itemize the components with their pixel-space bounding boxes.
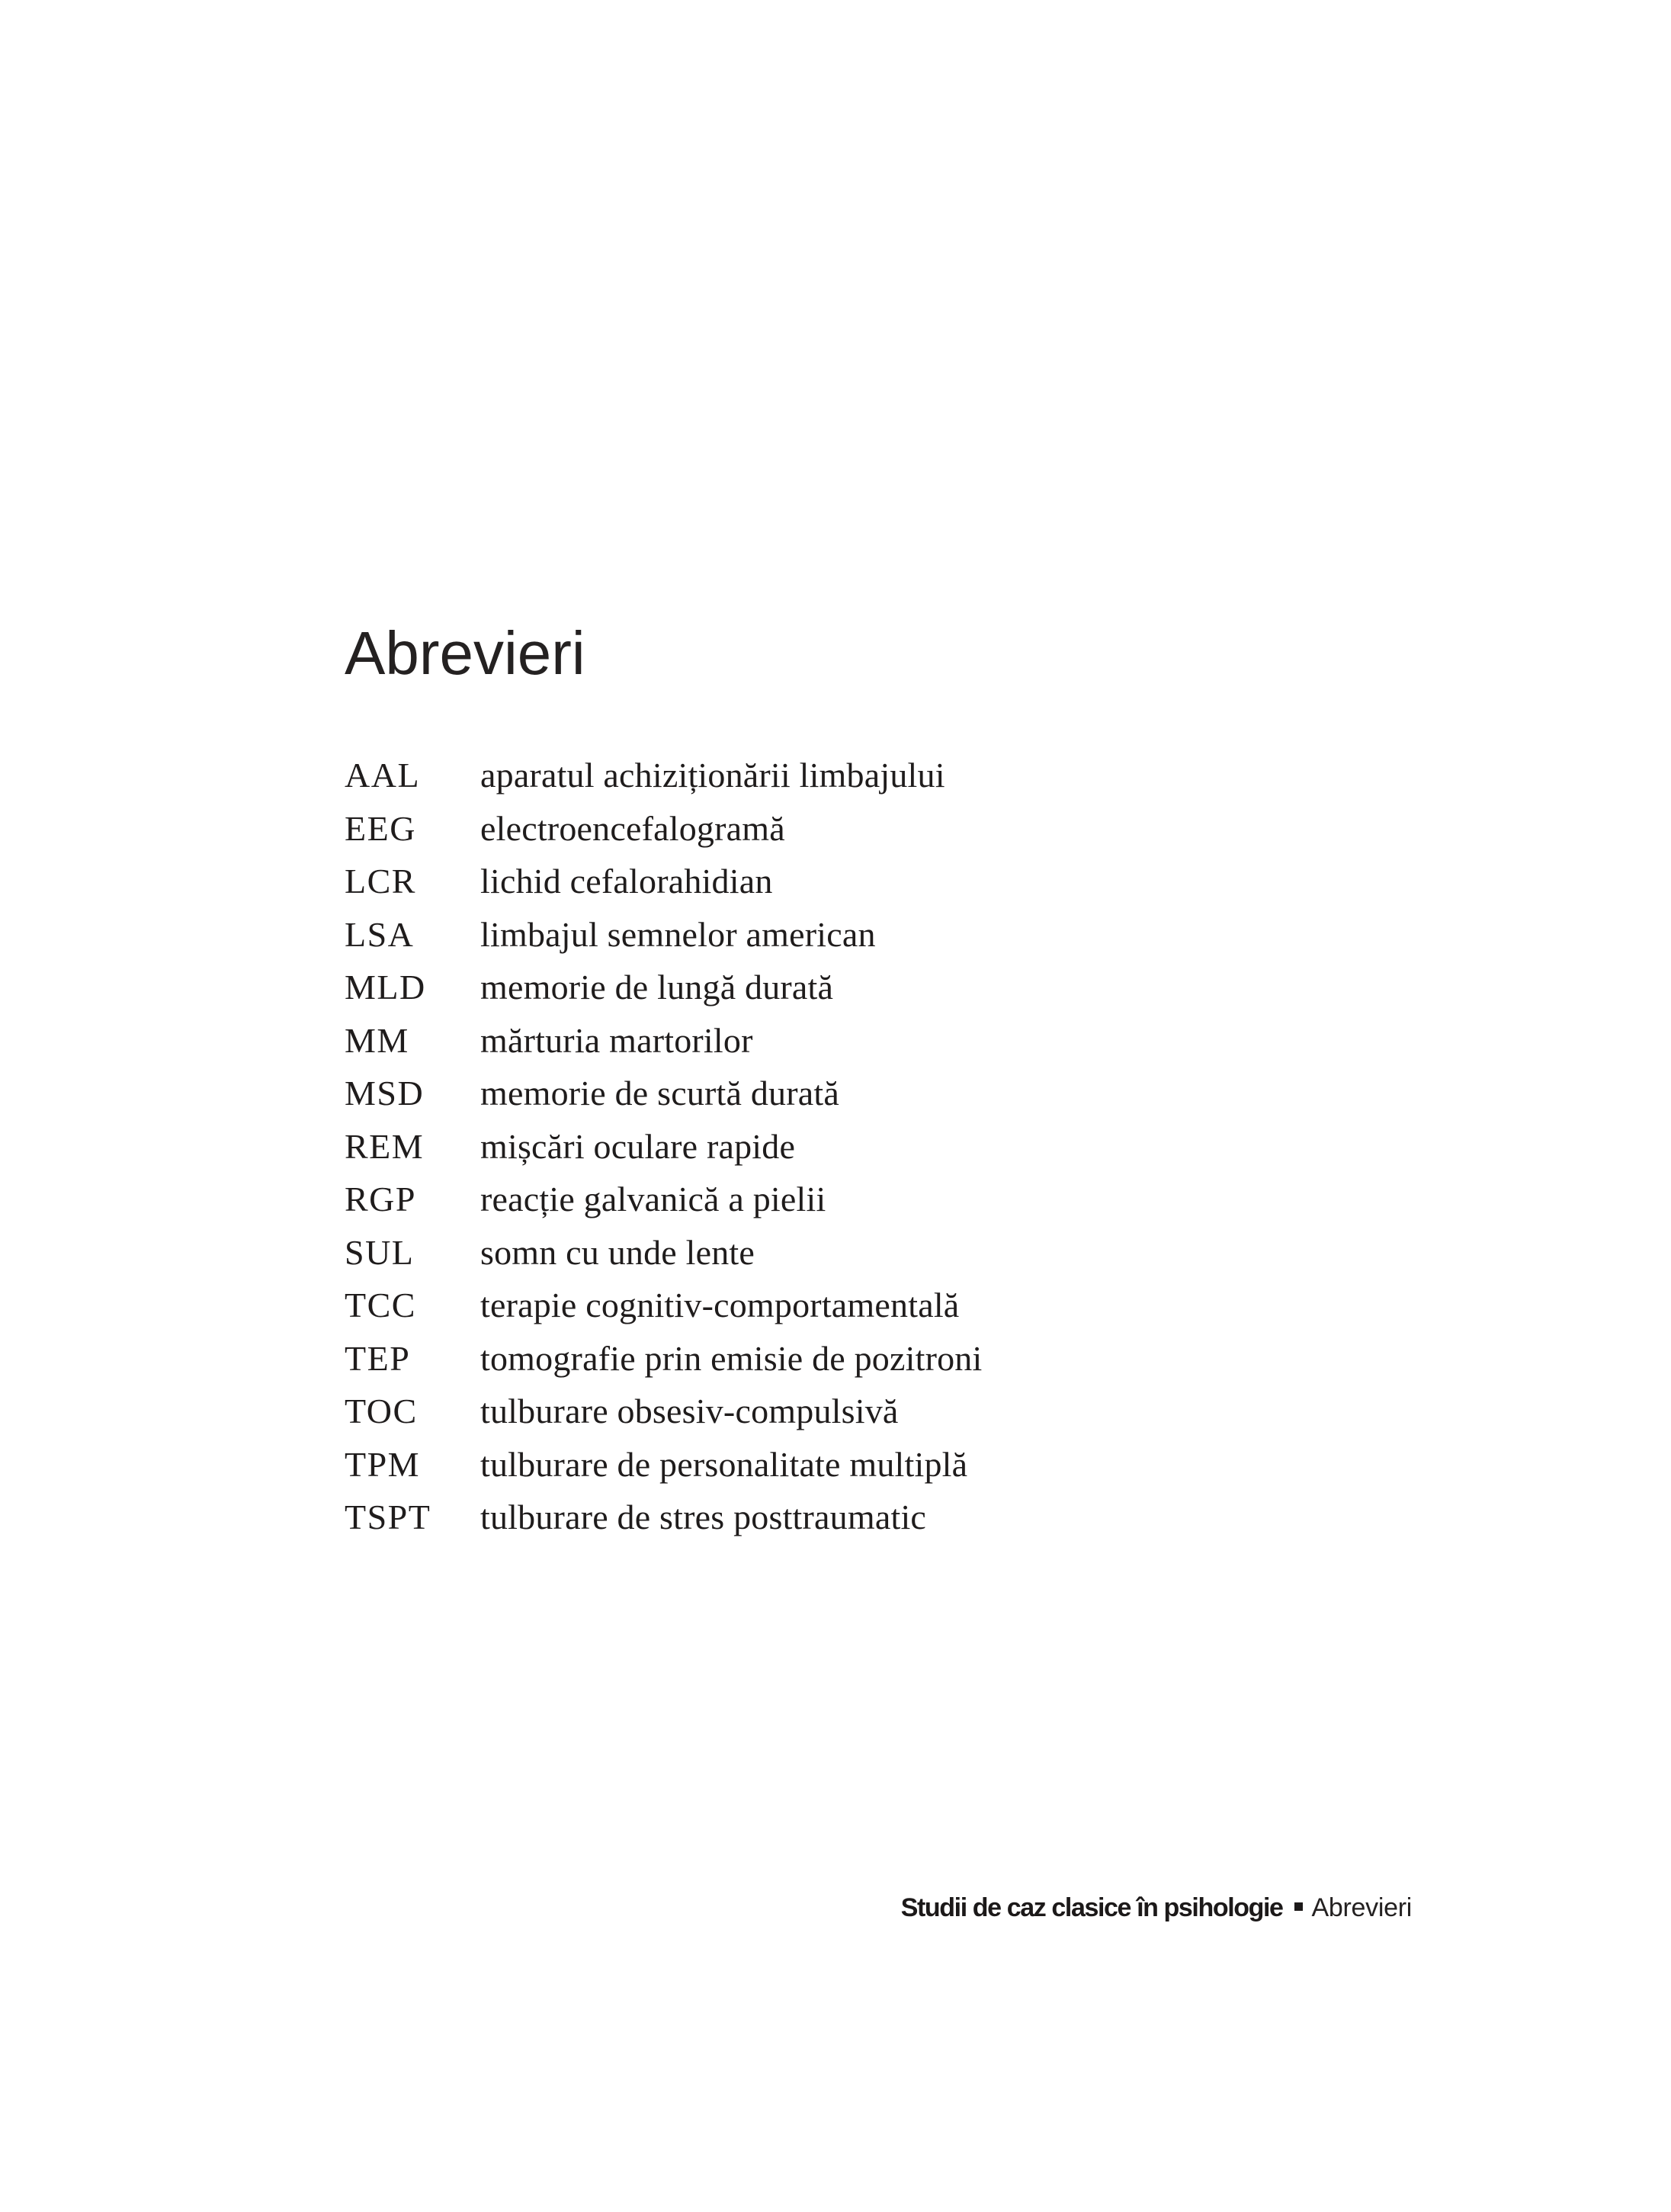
abbreviation-code: SUL [345, 1232, 415, 1272]
abbreviation-code: TEP [345, 1338, 411, 1378]
abbreviation-row [345, 1491, 1183, 1544]
abbreviation-definition: memorie de lungă durată [480, 968, 834, 1006]
abbreviation-code: EEG [345, 808, 416, 848]
abbreviation-row [345, 1385, 1183, 1438]
abbreviation-code: AAL [345, 756, 421, 795]
abbreviation-row [345, 749, 1183, 802]
square-bullet-icon [1294, 1902, 1303, 1911]
abbreviation-row [345, 1332, 1183, 1385]
footer-book-title: Studii de caz clasice în psihologie [900, 1893, 1283, 1922]
abbreviation-row [345, 855, 1183, 908]
abbreviation-row [345, 802, 1183, 856]
abbreviation-code: MSD [345, 1074, 425, 1112]
abbreviation-row [345, 1226, 1183, 1279]
abbreviation-definition: tulburare de stres posttraumatic [480, 1498, 927, 1536]
abbreviation-definition: somn cu unde lente [480, 1232, 755, 1272]
abbreviation-row [345, 1173, 1183, 1226]
abbreviation-definition: electroencefalogramă [480, 808, 785, 848]
abbreviation-definition: aparatul achiziționării limbajului [480, 756, 945, 795]
page-title: Abrevieri [345, 618, 585, 687]
footer-section-label: Abrevieri [1311, 1893, 1412, 1922]
abbreviation-row [345, 1067, 1183, 1120]
abbreviation-row [345, 961, 1183, 1014]
abbreviation-row [345, 1014, 1183, 1067]
abbreviation-code: LCR [345, 862, 416, 901]
abbreviation-definition: reacție galvanică a pielii [480, 1180, 826, 1218]
abbreviation-definition: tomografie prin emisie de pozitroni [480, 1338, 983, 1378]
abbreviation-definition: lichid cefalorahidian [480, 862, 773, 901]
abbreviation-code: TOC [345, 1392, 418, 1430]
abbreviation-definition: mișcări oculare rapide [480, 1126, 796, 1166]
abbreviation-code: REM [345, 1126, 425, 1166]
abbreviation-code: TPM [345, 1444, 421, 1484]
abbreviation-code: LSA [345, 914, 415, 954]
abbreviation-definition: mărturia martorilor [480, 1020, 753, 1060]
abbreviation-row [345, 1279, 1183, 1332]
abbreviation-list [345, 749, 1183, 1544]
abbreviation-code: MM [345, 1020, 409, 1060]
abbreviation-row [345, 1438, 1183, 1491]
abbreviation-row [345, 1120, 1183, 1173]
abbreviation-definition: tulburare de personalitate multiplă [480, 1444, 968, 1484]
abbreviation-code: TCC [345, 1286, 416, 1324]
abbreviation-code: RGP [345, 1180, 416, 1218]
abbreviation-definition: terapie cognitiv-comportamentală [480, 1286, 960, 1324]
abbreviation-code: TSPT [345, 1498, 431, 1536]
abbreviation-definition: memorie de scurtă durată [480, 1074, 839, 1112]
abbreviation-definition: limbajul semnelor american [480, 914, 876, 954]
page-footer [901, 1893, 1412, 1923]
abbreviation-definition: tulburare obsesiv-compulsivă [480, 1392, 899, 1430]
abbreviation-code: MLD [345, 968, 426, 1006]
abbreviation-row [345, 908, 1183, 962]
